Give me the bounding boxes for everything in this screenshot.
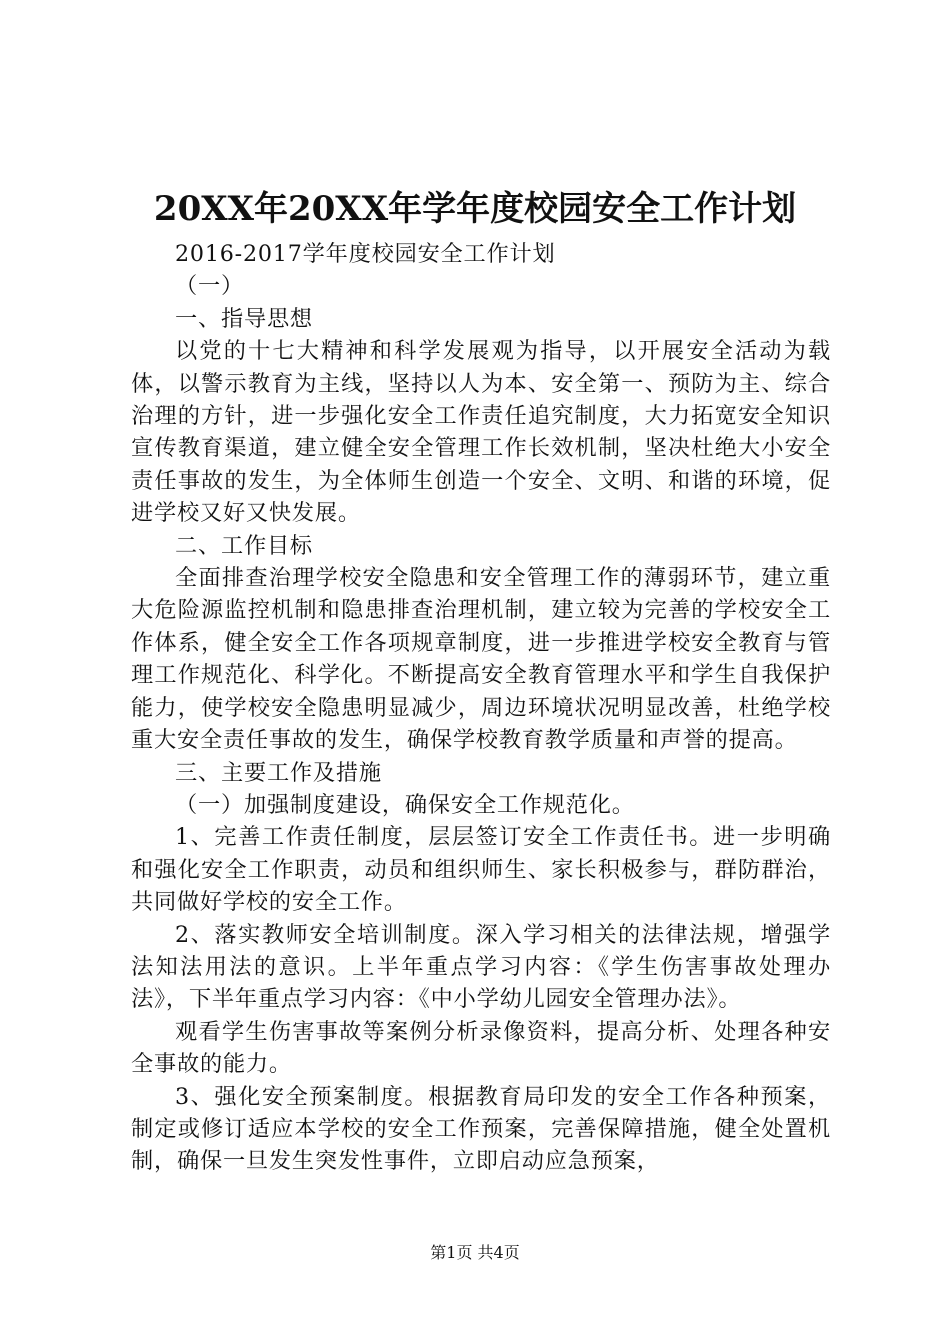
subtitle-paragraph: 2016-2017学年度校园安全工作计划 (175, 241, 556, 267)
heading-work-goals: 二、工作目标 (175, 532, 313, 559)
paragraph-item-3: 3、强化安全预案制度。根据教育局印发的安全工作各种预案，制定或修订适应本学校的安全工作预案，完善保障措施，健全处置机制，确保一旦发生突发性事件，立即启动应急预案， (131, 1083, 831, 1175)
paragraph-work-goals: 全面排查治理学校安全隐患和安全管理工作的薄弱环节，建立重大危险源监控机制和隐患排查治理机制，建立较为完善的学校安全工作体系，健全安全工作各项规章制度，进一步推进学校安全教育与管理工作规范化、科学化。不断提高安全教育管理水平和学生自我保护能力，使学校安全隐患明显减少，周边环境状况明显改善，杜绝学校重大安全责任事故的发生，确保学校教育教学质量和声誉的提高。 (131, 565, 831, 754)
page-footer: 第1页 共4页 (430, 1243, 520, 1262)
paragraph-item-2-extra: 观看学生伤害事故等案例分析录像资料，提高分析、处理各种安全事故的能力。 (131, 1018, 831, 1078)
paragraph-item-2: 2、落实教师安全培训制度。深入学习相关的法律法规，增强学法知法用法的意识。上半年重点学习内容：《学生伤害事故处理办法》，下半年重点学习内容：《中小学幼儿园安全管理办法》。 (131, 921, 831, 1013)
document-title: 20XX年20XX年学年度校园安全工作计划 (153, 189, 797, 229)
heading-guiding-ideology: 一、指导思想 (175, 305, 313, 332)
document-body (131, 238, 831, 1178)
paragraph-item-1: 1、完善工作责任制度，层层签订安全工作责任书。进一步明确和强化安全工作职责，动员和组织师生、家长积极参与，群防群治，共同做好学校的安全工作。 (131, 824, 831, 916)
subheading-system-building: （一）加强制度建设，确保安全工作规范化。 (175, 791, 635, 818)
paragraph-guiding-ideology: 以党的十七大精神和科学发展观为指导，以开展安全活动为载体，以警示教育为主线，坚持以人为本、安全第一、预防为主、综合治理的方针，进一步强化安全工作责任追究制度，大力拓宽安全知识宣传教育渠道，建立健全安全管理工作长效机制，坚决杜绝大小安全责任事故的发生，为全体师生创造一个安全、文明、和谐的环境，促进学校又好又快发展。 (131, 338, 831, 527)
heading-main-work: 三、主要工作及措施 (175, 759, 382, 786)
section-marker: （一） (175, 273, 244, 300)
